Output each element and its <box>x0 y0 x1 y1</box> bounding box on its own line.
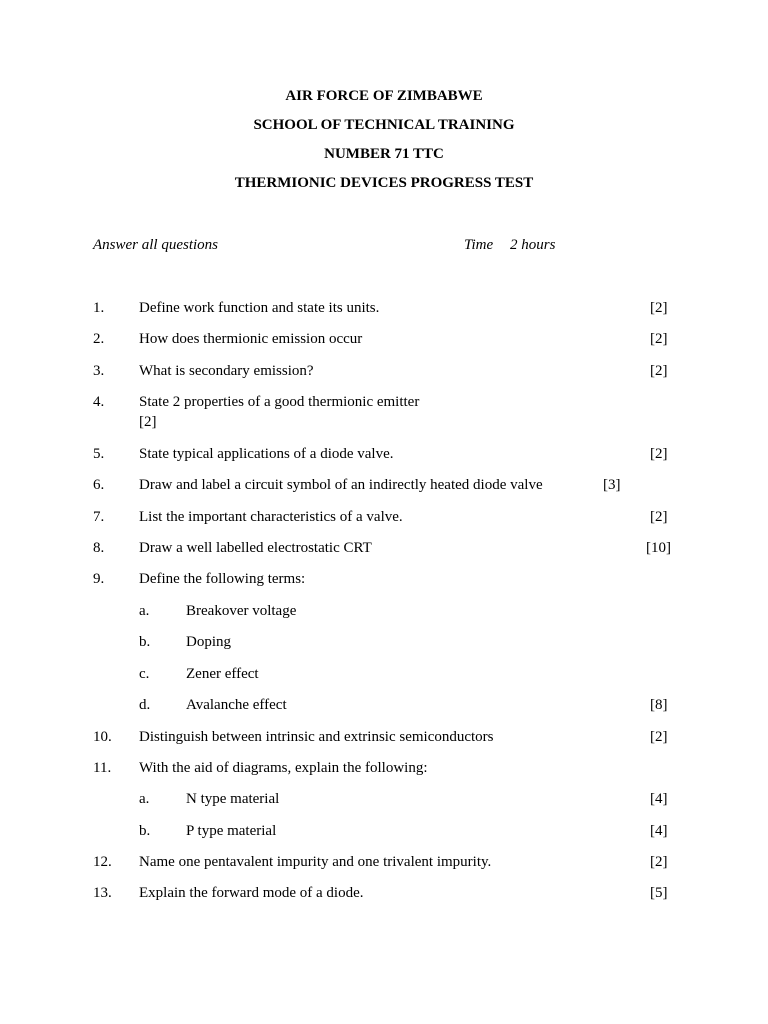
subquestion-text: N type material <box>186 791 280 807</box>
question-marks: [5] <box>650 885 668 901</box>
subquestion-text: Zener effect <box>186 666 259 682</box>
question-text: With the aid of diagrams, explain the following: <box>139 760 428 776</box>
time-value: 2 hours <box>510 237 556 253</box>
subquestion-letter: b. <box>139 823 151 839</box>
question-number: 6. <box>93 477 105 493</box>
question-number: 11. <box>93 760 112 776</box>
question-marks: [4] <box>650 791 668 807</box>
question-text: List the important characteristics of a valve. <box>139 509 403 525</box>
question-text: Explain the forward mode of a diode. <box>139 885 364 901</box>
question-text: State 2 properties of a good thermionic emitter <box>139 394 420 410</box>
header-line-2: SCHOOL OF TECHNICAL TRAINING <box>253 117 515 133</box>
time-label: Time <box>464 237 494 253</box>
question-marks: [2] <box>650 729 668 745</box>
question-marks: [2] <box>139 414 157 430</box>
question-marks: [2] <box>650 300 668 316</box>
question-number: 12. <box>93 854 112 870</box>
header-line-4: THERMIONIC DEVICES PROGRESS TEST <box>234 175 534 191</box>
header-line-3: NUMBER 71 TTC <box>324 146 444 162</box>
subquestion-text: Avalanche effect <box>186 697 287 713</box>
question-text: Distinguish between intrinsic and extrinsic semiconductors <box>139 729 494 745</box>
question-text: What is secondary emission? <box>139 363 314 379</box>
question-number: 3. <box>93 363 105 379</box>
question-marks: [2] <box>650 446 668 462</box>
question-text: Draw a well labelled electrostatic CRT <box>139 540 372 556</box>
subquestion-letter: c. <box>139 666 150 682</box>
question-number: 4. <box>93 394 105 410</box>
instruction-text: Answer all questions <box>93 237 219 253</box>
question-text: Define the following terms: <box>139 571 306 587</box>
question-text: State typical applications of a diode valve. <box>139 446 394 462</box>
subquestion-letter: a. <box>139 791 150 807</box>
question-text: Define work function and state its units. <box>139 300 380 316</box>
subquestion-letter: b. <box>139 634 151 650</box>
question-number: 7. <box>93 509 105 525</box>
question-number: 13. <box>93 885 112 901</box>
question-marks: [2] <box>650 331 668 347</box>
subquestion-letter: a. <box>139 603 150 619</box>
question-marks: [4] <box>650 823 668 839</box>
question-number: 10. <box>93 729 112 745</box>
subquestion-text: Breakover voltage <box>186 603 297 619</box>
question-number: 8. <box>93 540 105 556</box>
question-marks: [2] <box>650 509 668 525</box>
header-line-1: AIR FORCE OF ZIMBABWE <box>285 88 483 104</box>
question-number: 2. <box>93 331 105 347</box>
question-marks: [8] <box>650 697 668 713</box>
question-number: 5. <box>93 446 105 462</box>
question-marks: [3] <box>603 477 621 493</box>
question-marks: [2] <box>650 854 668 870</box>
subquestion-letter: d. <box>139 697 151 713</box>
question-number: 9. <box>93 571 105 587</box>
question-text: Name one pentavalent impurity and one trivalent impurity. <box>139 854 492 870</box>
subquestion-text: Doping <box>186 634 231 650</box>
question-marks: [10] <box>646 540 671 556</box>
question-text: How does thermionic emission occur <box>139 331 363 347</box>
subquestion-text: P type material <box>186 823 277 839</box>
question-text: Draw and label a circuit symbol of an indirectly heated diode valve <box>139 477 543 493</box>
question-number: 1. <box>93 300 105 316</box>
question-marks: [2] <box>650 363 668 379</box>
